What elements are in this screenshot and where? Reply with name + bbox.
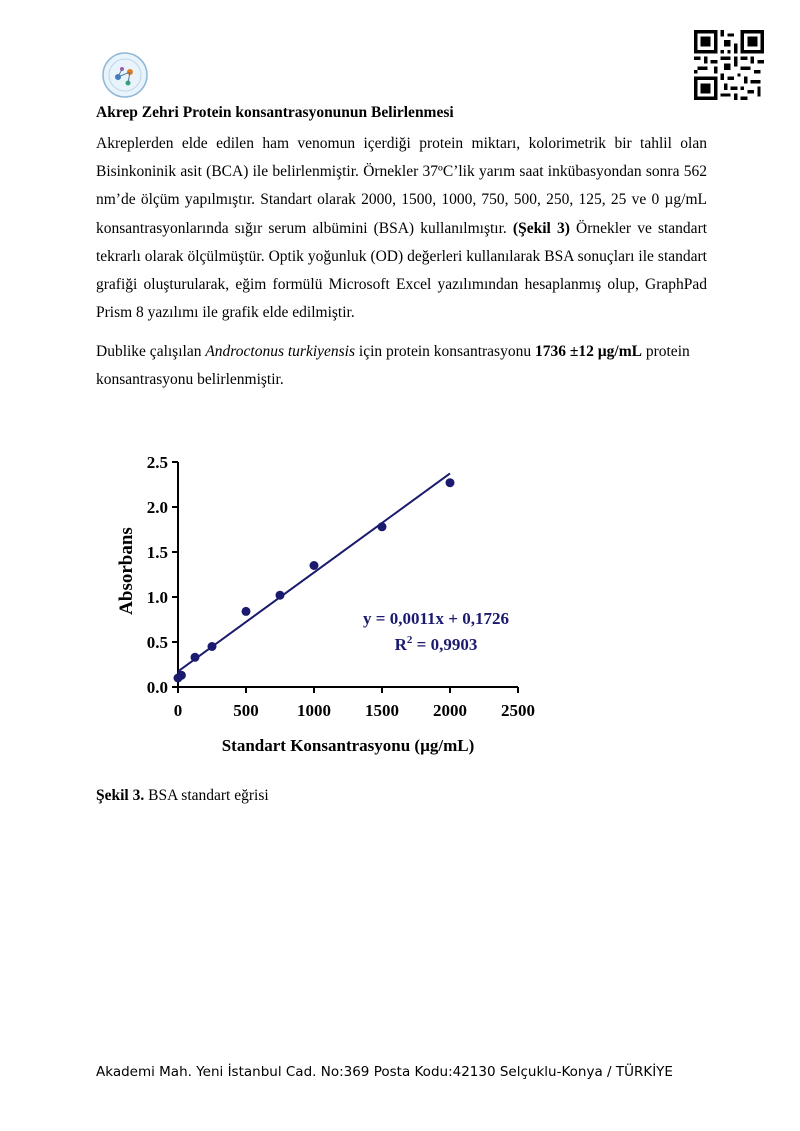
data-point xyxy=(177,671,186,680)
y-tick-label: 0.5 xyxy=(146,633,168,652)
x-tick-label: 2500 xyxy=(501,701,535,720)
y-tick-label: 0.0 xyxy=(146,678,168,697)
data-point xyxy=(191,653,200,662)
y-axis-label: Absorbans xyxy=(116,527,137,615)
seka-gen-logo xyxy=(102,52,148,98)
regression-equation: y = 0,0011x + 0,1726 xyxy=(363,609,509,628)
result-paragraph xyxy=(96,338,707,394)
x-tick-label: 500 xyxy=(233,701,259,720)
x-tick-label: 2000 xyxy=(433,701,467,720)
data-point xyxy=(242,607,251,616)
paragraph-text: için protein konsantrasyonu xyxy=(358,343,532,360)
caption-label: Şekil 3. xyxy=(96,787,145,804)
r-squared-value: = 0,9903 xyxy=(412,635,478,654)
y-tick-label: 1.5 xyxy=(146,543,168,562)
footer-address: Akademi Mah. Yeni İstanbul Cad. No:369 Posta Kodu:42130 Selçuklu-Konya / TÜRKİYE xyxy=(96,1064,673,1080)
data-point xyxy=(446,478,455,487)
y-tick-label: 2.0 xyxy=(146,498,168,517)
qr-code xyxy=(694,30,764,100)
r-squared-superscript: 2 xyxy=(406,634,413,646)
paragraph-text: Akreplerden elde edilen ham venomun içerdiği protein miktarı, kolorimetrik bir tahlil olan Bisinkoninik asit (BCA) ile belirlenmiştir. Örnekler 37ºC’lik yarım saat inkübasyondan sonra 562 nm’de ölçüm yapılmıştır. Standart olarak 2000, 1500, 1000, 750, 500, 250, 125, 25 ve 0 µg/mL konsantrasyonlarında sığır serum albümini (BSA) kullanılmıştır. xyxy=(96,135,707,237)
data-point xyxy=(310,561,319,570)
data-point xyxy=(276,591,285,600)
paragraph-text: Örnekler ve standart tekrarlı olarak ölçülmüştür. Optik yoğunluk (OD) değerleri kullanılarak BSA sonuçları ile standart grafiği oluşturularak, eğim formülü Microsoft Excel yazılımından hesaplanmış olup, GraphPad Prism 8 yazılımı ile grafik elde edilmiştir. xyxy=(96,219,708,322)
chart-axes xyxy=(147,453,535,720)
section-heading: Akrep Zehri Protein konsantrasyonunun Belirlenmesi xyxy=(96,104,454,121)
r-symbol: R xyxy=(394,635,407,654)
x-tick-label: 0 xyxy=(173,701,183,720)
data-point xyxy=(378,522,387,531)
concentration-value: 1736 ±12 µg/mL xyxy=(534,343,642,360)
bsa-standard-curve-chart xyxy=(100,440,540,770)
x-tick-label: 1500 xyxy=(365,701,399,720)
caption-text: BSA standart eğrisi xyxy=(148,787,269,804)
figure-reference: (Şekil 3) xyxy=(512,219,570,237)
y-tick-label: 2.5 xyxy=(146,453,168,472)
paragraph-text: Dublike çalışılan xyxy=(96,343,202,360)
figure-caption xyxy=(96,787,269,805)
y-tick-label: 1.0 xyxy=(146,588,168,607)
x-tick-label: 1000 xyxy=(297,701,331,720)
paragraph-text: protein konsantrasyonu belirlenmiştir. xyxy=(96,343,690,389)
r-squared-label xyxy=(395,634,478,654)
species-name: Androctonus turkiyensis xyxy=(205,343,356,360)
method-paragraph xyxy=(96,130,707,327)
x-axis-label: Standart Konsantrasyonu (µg/mL) xyxy=(221,736,475,755)
data-point xyxy=(208,642,217,651)
